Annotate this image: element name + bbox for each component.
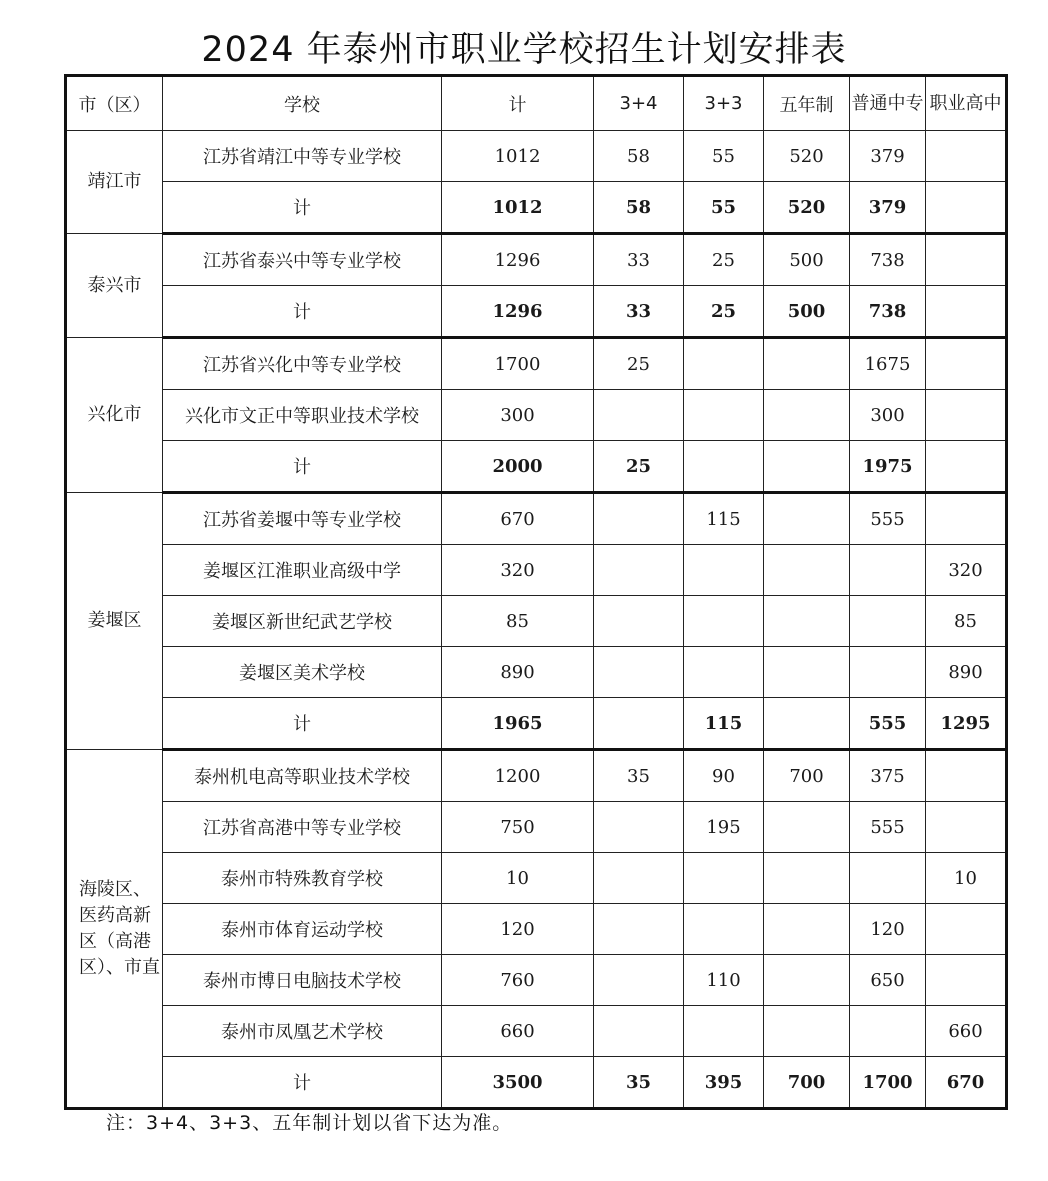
- table-row: [66, 904, 1007, 955]
- total-cell: 10: [442, 853, 594, 904]
- school-cell: 泰州市凤凰艺术学校: [163, 1006, 442, 1057]
- subtotal-3plus4-cell: 33: [594, 286, 684, 338]
- subtotal-five-year-cell: [764, 441, 850, 493]
- subtotal-row: [66, 182, 1007, 234]
- table-row: [66, 750, 1007, 802]
- subtotal-general-secondary-cell: 379: [850, 182, 926, 234]
- five-year-cell: [764, 390, 850, 441]
- vocational-high-cell: 10: [926, 853, 1007, 904]
- subtotal-general-secondary-cell: 1700: [850, 1057, 926, 1109]
- subtotal-3plus3-cell: 55: [684, 182, 764, 234]
- subtotal-total-cell: 1965: [442, 698, 594, 750]
- five-year-cell: 520: [764, 131, 850, 182]
- vocational-high-cell: 85: [926, 596, 1007, 647]
- 3plus4-cell: [594, 904, 684, 955]
- vocational-high-cell: [926, 338, 1007, 390]
- five-year-cell: [764, 1006, 850, 1057]
- total-cell: 660: [442, 1006, 594, 1057]
- subtotal-label: 计: [163, 286, 442, 338]
- general-secondary-cell: 300: [850, 390, 926, 441]
- 3plus3-cell: [684, 1006, 764, 1057]
- total-cell: 320: [442, 545, 594, 596]
- 3plus3-cell: [684, 853, 764, 904]
- 3plus3-cell: [684, 390, 764, 441]
- school-cell: 泰州市体育运动学校: [163, 904, 442, 955]
- school-cell: 姜堰区江淮职业高级中学: [163, 545, 442, 596]
- table-row: [66, 1006, 1007, 1057]
- subtotal-total-cell: 1012: [442, 182, 594, 234]
- vocational-high-cell: [926, 390, 1007, 441]
- header-vocational-high: 职业高中: [926, 76, 1007, 131]
- enrollment-plan-table: [64, 74, 1008, 1110]
- total-cell: 750: [442, 802, 594, 853]
- general-secondary-cell: [850, 596, 926, 647]
- 3plus4-cell: [594, 390, 684, 441]
- total-cell: 1700: [442, 338, 594, 390]
- total-cell: 760: [442, 955, 594, 1006]
- five-year-cell: [764, 904, 850, 955]
- vocational-high-cell: [926, 802, 1007, 853]
- general-secondary-cell: 738: [850, 234, 926, 286]
- subtotal-row: [66, 286, 1007, 338]
- general-secondary-cell: [850, 647, 926, 698]
- header-school: 学校: [163, 76, 442, 131]
- five-year-cell: [764, 338, 850, 390]
- table-row: [66, 647, 1007, 698]
- subtotal-3plus3-cell: [684, 441, 764, 493]
- school-cell: 江苏省兴化中等专业学校: [163, 338, 442, 390]
- subtotal-vocational-high-cell: [926, 182, 1007, 234]
- total-cell: 120: [442, 904, 594, 955]
- subtotal-total-cell: 1296: [442, 286, 594, 338]
- total-cell: 890: [442, 647, 594, 698]
- total-cell: 300: [442, 390, 594, 441]
- table-row: [66, 338, 1007, 390]
- vocational-high-cell: 660: [926, 1006, 1007, 1057]
- subtotal-3plus4-cell: 25: [594, 441, 684, 493]
- subtotal-label: 计: [163, 441, 442, 493]
- 3plus4-cell: [594, 955, 684, 1006]
- table-body: [66, 131, 1007, 1109]
- table-row: [66, 234, 1007, 286]
- subtotal-total-cell: 2000: [442, 441, 594, 493]
- general-secondary-cell: [850, 1006, 926, 1057]
- city-cell: 姜堰区: [66, 493, 163, 750]
- header-city: 市（区）: [66, 76, 163, 131]
- city-cell: 兴化市: [66, 338, 163, 493]
- school-cell: 江苏省泰兴中等专业学校: [163, 234, 442, 286]
- 3plus4-cell: [594, 1006, 684, 1057]
- vocational-high-cell: 320: [926, 545, 1007, 596]
- general-secondary-cell: 375: [850, 750, 926, 802]
- subtotal-five-year-cell: 500: [764, 286, 850, 338]
- page-title: 2024 年泰州市职业学校招生计划安排表: [201, 30, 847, 70]
- header-five-year: 五年制: [764, 76, 850, 131]
- 3plus4-cell: [594, 647, 684, 698]
- table-row: [66, 390, 1007, 441]
- subtotal-row: [66, 441, 1007, 493]
- subtotal-label: 计: [163, 1057, 442, 1109]
- city-cell: 泰兴市: [66, 234, 163, 338]
- subtotal-label: 计: [163, 182, 442, 234]
- 3plus4-cell: 58: [594, 131, 684, 182]
- five-year-cell: [764, 802, 850, 853]
- subtotal-general-secondary-cell: 1975: [850, 441, 926, 493]
- vocational-high-cell: [926, 750, 1007, 802]
- vocational-high-cell: 890: [926, 647, 1007, 698]
- 3plus3-cell: [684, 904, 764, 955]
- header-row: [66, 76, 1007, 131]
- table-row: [66, 596, 1007, 647]
- subtotal-vocational-high-cell: [926, 441, 1007, 493]
- subtotal-vocational-high-cell: 1295: [926, 698, 1007, 750]
- subtotal-vocational-high-cell: [926, 286, 1007, 338]
- total-cell: 1200: [442, 750, 594, 802]
- five-year-cell: [764, 647, 850, 698]
- subtotal-row: [66, 698, 1007, 750]
- total-cell: 85: [442, 596, 594, 647]
- total-cell: 1012: [442, 131, 594, 182]
- header-total: 计: [442, 76, 594, 131]
- school-cell: 兴化市文正中等职业技术学校: [163, 390, 442, 441]
- five-year-cell: [764, 545, 850, 596]
- 3plus3-cell: [684, 338, 764, 390]
- general-secondary-cell: [850, 545, 926, 596]
- school-cell: 姜堰区新世纪武艺学校: [163, 596, 442, 647]
- 3plus3-cell: [684, 596, 764, 647]
- table-row: [66, 802, 1007, 853]
- school-cell: 泰州机电高等职业技术学校: [163, 750, 442, 802]
- city-cell: 靖江市: [66, 131, 163, 234]
- 3plus4-cell: [594, 493, 684, 545]
- vocational-high-cell: [926, 131, 1007, 182]
- subtotal-3plus4-cell: [594, 698, 684, 750]
- total-cell: 670: [442, 493, 594, 545]
- school-cell: 姜堰区美术学校: [163, 647, 442, 698]
- 3plus3-cell: 110: [684, 955, 764, 1006]
- vocational-high-cell: [926, 493, 1007, 545]
- subtotal-five-year-cell: 700: [764, 1057, 850, 1109]
- 3plus4-cell: [594, 596, 684, 647]
- subtotal-3plus4-cell: 35: [594, 1057, 684, 1109]
- table-row: [66, 493, 1007, 545]
- subtotal-3plus4-cell: 58: [594, 182, 684, 234]
- city-cell: 海陵区、医药高新区（高港区）、市直: [66, 750, 163, 1109]
- general-secondary-cell: 555: [850, 493, 926, 545]
- 3plus4-cell: 25: [594, 338, 684, 390]
- total-cell: 1296: [442, 234, 594, 286]
- 3plus3-cell: 55: [684, 131, 764, 182]
- vocational-high-cell: [926, 234, 1007, 286]
- table-row: [66, 545, 1007, 596]
- table-row: [66, 131, 1007, 182]
- subtotal-3plus3-cell: 115: [684, 698, 764, 750]
- five-year-cell: [764, 853, 850, 904]
- 3plus3-cell: 115: [684, 493, 764, 545]
- 3plus3-cell: [684, 647, 764, 698]
- vocational-high-cell: [926, 904, 1007, 955]
- general-secondary-cell: 379: [850, 131, 926, 182]
- subtotal-five-year-cell: [764, 698, 850, 750]
- subtotal-3plus3-cell: 395: [684, 1057, 764, 1109]
- five-year-cell: [764, 493, 850, 545]
- table-row: [66, 955, 1007, 1006]
- 3plus3-cell: 25: [684, 234, 764, 286]
- school-cell: 江苏省靖江中等专业学校: [163, 131, 442, 182]
- five-year-cell: 700: [764, 750, 850, 802]
- school-cell: 江苏省高港中等专业学校: [163, 802, 442, 853]
- subtotal-total-cell: 3500: [442, 1057, 594, 1109]
- school-cell: 泰州市特殊教育学校: [163, 853, 442, 904]
- subtotal-general-secondary-cell: 738: [850, 286, 926, 338]
- subtotal-row: [66, 1057, 1007, 1109]
- table-row: [66, 853, 1007, 904]
- school-cell: 江苏省姜堰中等专业学校: [163, 493, 442, 545]
- general-secondary-cell: 650: [850, 955, 926, 1006]
- five-year-cell: 500: [764, 234, 850, 286]
- general-secondary-cell: 1675: [850, 338, 926, 390]
- subtotal-label: 计: [163, 698, 442, 750]
- subtotal-five-year-cell: 520: [764, 182, 850, 234]
- general-secondary-cell: 555: [850, 802, 926, 853]
- five-year-cell: [764, 596, 850, 647]
- subtotal-vocational-high-cell: 670: [926, 1057, 1007, 1109]
- header-3plus3: 3+3: [684, 76, 764, 131]
- 3plus4-cell: [594, 853, 684, 904]
- 3plus3-cell: [684, 545, 764, 596]
- header-general-secondary: 普通中专: [850, 76, 926, 131]
- 3plus4-cell: [594, 545, 684, 596]
- footnote: 注：3+4、3+3、五年制计划以省下达为准。: [106, 1112, 513, 1134]
- subtotal-3plus3-cell: 25: [684, 286, 764, 338]
- five-year-cell: [764, 955, 850, 1006]
- vocational-high-cell: [926, 955, 1007, 1006]
- 3plus3-cell: 90: [684, 750, 764, 802]
- 3plus4-cell: 35: [594, 750, 684, 802]
- subtotal-general-secondary-cell: 555: [850, 698, 926, 750]
- school-cell: 泰州市博日电脑技术学校: [163, 955, 442, 1006]
- 3plus4-cell: 33: [594, 234, 684, 286]
- general-secondary-cell: 120: [850, 904, 926, 955]
- general-secondary-cell: [850, 853, 926, 904]
- 3plus4-cell: [594, 802, 684, 853]
- header-3plus4: 3+4: [594, 76, 684, 131]
- 3plus3-cell: 195: [684, 802, 764, 853]
